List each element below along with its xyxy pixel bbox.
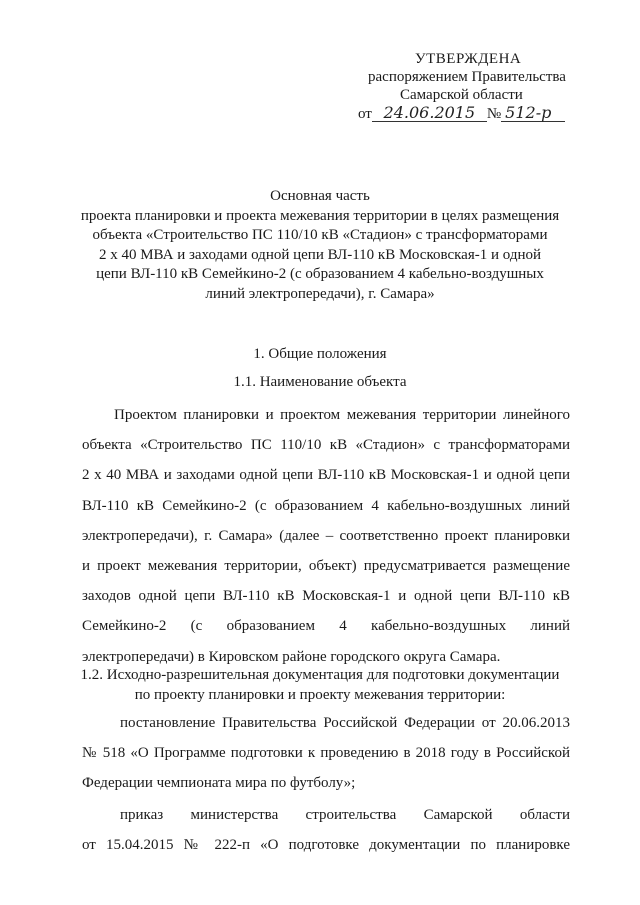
document-title [60, 187, 580, 304]
paragraph-line: электропередачи), г. Самара» (далее – соответственно проект планировки [82, 527, 570, 544]
paragraph-line: ВЛ-110 кВ Семейкино-2 (с образованием 4 кабельно-воздушных линий [82, 497, 570, 514]
document-item-1 [82, 708, 570, 799]
item-line: постановление Правительства Российской Федерации от 20.06.2013 [120, 715, 570, 731]
paragraph-line: электропередачи) в Кировском районе городского округа Самара. [82, 648, 501, 665]
section-1-heading: 1. Общие положения [253, 346, 387, 362]
title-line: объекта «Строительство ПС 110/10 кВ «Стадион» с трансформаторами [92, 227, 548, 243]
paragraph-line: Проектом планировки и проектом межевания территории линейного [114, 407, 570, 423]
paragraph-line: и проект межевания территории, объект) предусматривается размещение [82, 557, 570, 574]
item-line: от 15.04.2015 № 222-п «О подготовке документации по планировке [82, 837, 570, 854]
section-1-1-paragraph [82, 400, 570, 672]
item-line: № 518 «О Программе подготовки к проведению в 2018 году в Российской [82, 745, 570, 762]
title-line: цепи ВЛ-110 кВ Семейкино-2 (с образованием 4 кабельно-воздушных [96, 266, 544, 282]
approval-date-number [358, 105, 565, 123]
date-prefix: от [358, 106, 372, 122]
approved-by-label: распоряжением Правительства [368, 69, 566, 85]
approval-date: 24.06.2015 [372, 105, 487, 122]
paragraph-line: Семейкино-2 (с образованием 4 кабельно-воздушных линий [82, 618, 570, 635]
approved-label: УТВЕРЖДЕНА [415, 51, 522, 67]
title-line: Основная часть [270, 188, 370, 204]
title-line: 2 х 40 МВА и заходами одной цепи ВЛ-110 кВ Московская-1 и одной [98, 246, 542, 263]
paragraph-line: заходов одной цепи ВЛ-110 кВ Московская-1 и одной цепи ВЛ-110 кВ [82, 588, 570, 605]
item-line: приказ министерства строительства Самарской области [120, 807, 570, 823]
heading-line: по проекту планировки и проекту межевания территории: [134, 686, 506, 703]
section-1-2-heading [60, 666, 580, 705]
title-line: линий электропередачи), г. Самара» [205, 285, 435, 302]
heading-line: 1.2. Исходно-разрешительная документация для подготовки документации [80, 667, 560, 683]
document-item-2 [82, 800, 570, 860]
paragraph-line: 2 х 40 МВА и заходами одной цепи ВЛ-110 кВ Московская-1 и одной цепи [82, 467, 570, 484]
approval-number: 512-р [501, 105, 565, 122]
title-line: проекта планировки и проекта межевания территории в целях размещения [80, 207, 560, 224]
item-line: Федерации чемпионата мира по футболу»; [82, 775, 356, 792]
paragraph-line: объекта «Строительство ПС 110/10 кВ «Стадион» с трансформаторами [82, 437, 570, 454]
section-1-1-heading: 1.1. Наименование объекта [233, 374, 407, 390]
number-prefix: № [486, 106, 502, 122]
region-label: Самарской области [400, 87, 523, 103]
